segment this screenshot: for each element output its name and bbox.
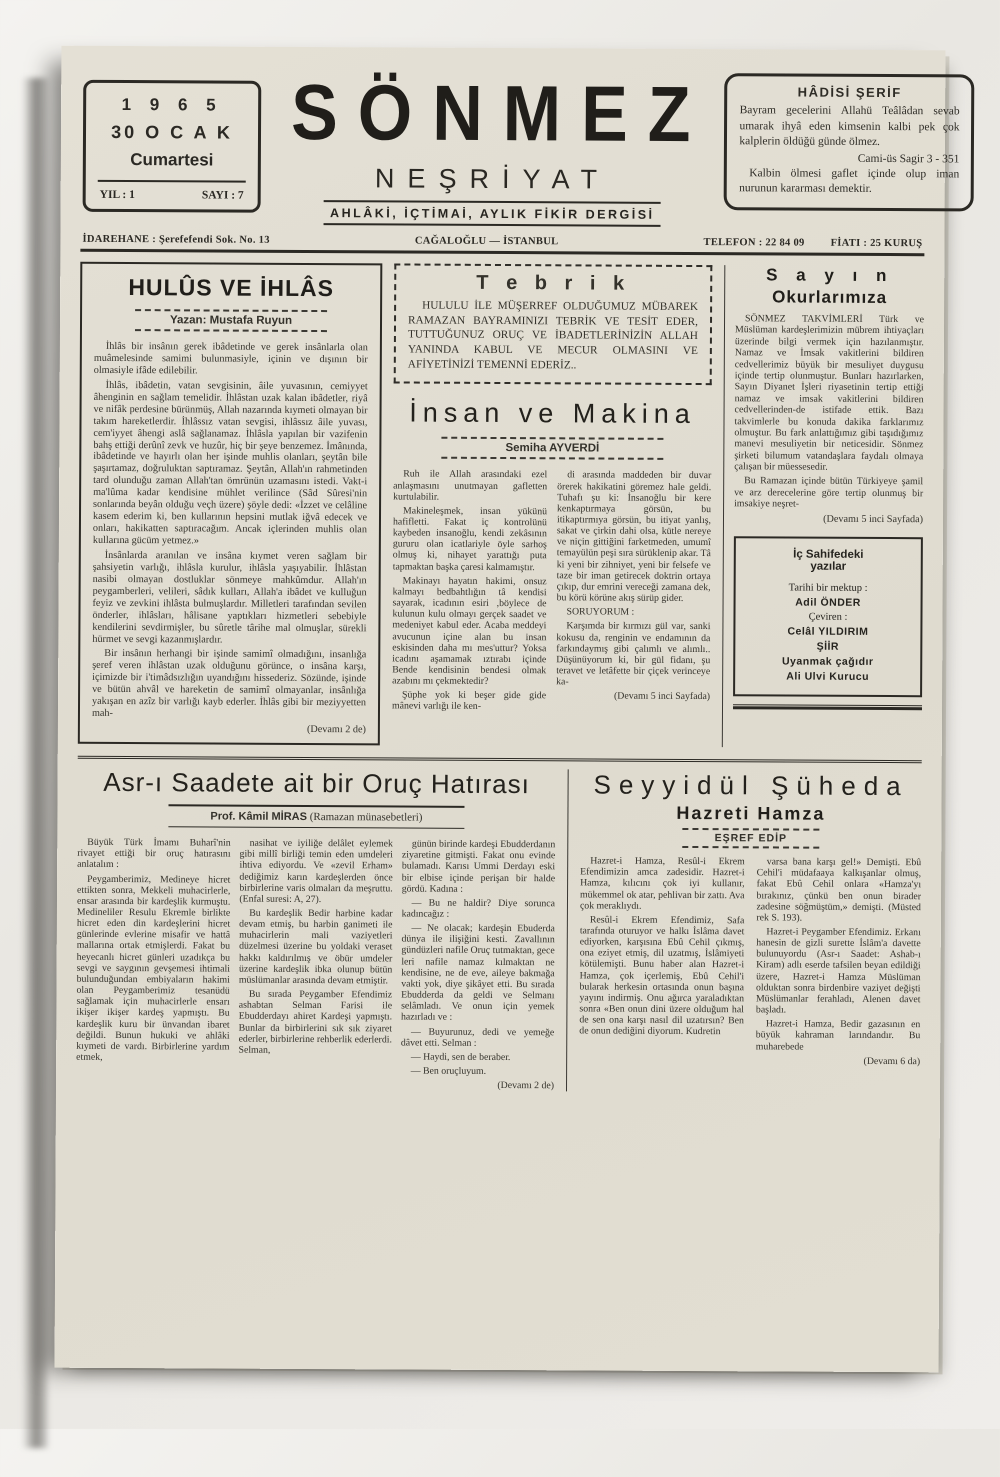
insan-paragraph: Ruh ile Allah arasındaki ezel anlaşmasını unutmayan gafletten kurtulabilir. <box>393 468 548 503</box>
hulus-byline: Yazan: Mustafa Ruyun <box>135 309 327 332</box>
insan-col-1 <box>392 469 547 716</box>
publication-title: SÖNMEZ <box>290 68 711 158</box>
oruc-paragraph: — Haydi, sen de beraber. <box>410 1051 511 1063</box>
newspaper-page <box>55 46 960 1373</box>
insan-paragraph: Şüphe yok ki beşer gide gide mânevi varlığı ile ken- <box>391 689 547 713</box>
issue-number-label: SAYI : 7 <box>201 189 244 202</box>
insan-ve-makina-title: İnsan ve Makina <box>409 397 696 430</box>
hulus-continuation: (Devamı 2 de) <box>307 724 366 736</box>
ic-box-item: Adil ÖNDER <box>795 596 861 609</box>
insan-byline: Semiha AYVERDİ <box>441 437 664 460</box>
ic-box-item: Tarihi bir mektup : <box>788 582 868 594</box>
hadis-body: Bayram gecelerini Allahü Teâlâdan sevab umarak ihyâ eden kimsenin kalbi pek çok kalplerin öldüğü günde ölmez. <box>739 104 960 149</box>
oruc-paragraph: Büyük Türk İmamı Buharî'nin rivayet ettiği bir oruç hatırasını anlatalım : <box>77 836 231 871</box>
ic-sahifedeki-box <box>733 536 923 697</box>
insan-paragraph: Makinayı hayatın hakimi, onsuz kalmayı bedbahtlığın tâ kendisi sayarak, icadının esiri ,böylece de kulunun kulu olmayı gerçek saadet ve medeniyet kabul eder. Acaba meddeyi avucunun içine alan bu insan eskisinden daha mı mes'uttur? Yoksa icadını aşamamak ıztırabı içinde Bende kendisinin bendesi olmak azabını mı çekmektedir? <box>392 575 547 688</box>
sayin-continuation: (Devamı 5 inci Sayfada) <box>823 513 924 525</box>
article-seyyidul-suheda <box>566 769 922 1093</box>
hulus-title: HULÛS VE İHLÂS <box>128 274 335 302</box>
sayin-title <box>735 265 924 308</box>
info-telefon: TELEFON : 22 84 09 <box>703 237 805 249</box>
info-idarehane: İDAREHANE : Şerefefendi Sok. No. 13 <box>82 233 270 246</box>
oruc-col-2 <box>238 838 393 1091</box>
oruc-paragraph: — Buyurunuz, dedi ve yemeğe dâvet etti. Selman : <box>400 1026 555 1049</box>
date-box <box>83 80 262 213</box>
hadis-box <box>724 73 975 211</box>
seyyidul-paragraph: Hazret-i Hamza, Resûl-i Ekrem Efendimizin amca zadesidir. Hazret-i Hamza, kılıcını çok iyi kullanır, mükemmel ok atar, pehlivan bir zattı. Ava çok meraklıydı. <box>579 855 745 912</box>
seyyidul-title: Seyyidül Şüheda <box>593 769 909 802</box>
seyyidul-paragraph: Hazret-i Hamza, Bedir gazasının en büyük kahraman larındandır. Bu muharebede <box>755 1018 921 1053</box>
publication-subtitle: NEŞRİYAT <box>374 163 611 195</box>
oruc-byline <box>168 804 464 829</box>
oruc-columns <box>76 837 555 1092</box>
publication-tagline: AHLÂKİ, İÇTİMAİ, AYLIK FİKİR DERGİSİ <box>324 200 661 227</box>
insan-paragraph: Karşımda bir kırmızı gül var, sanki kokusu da, renginin ve endamının da farkındaymış gibi çalımlı ve alımlı.. Düşünüyorum ki, bir gül fidanı, şu teravet ve letâfette bir çiçek verinceye ka- <box>556 620 711 688</box>
oruc-paragraph: nasihat ve iyiliğe delâlet eylemek gibi millî birliği temin eden umdeleri ihtiva ediyordu. Ve «zevil Erham» dediğimiz karın kardeşlerden önce birbirlerine varis olmaları da meşruttu. (Enfal suresi: A, 27). <box>239 837 393 905</box>
article-hulus-ve-ihlas <box>78 262 383 746</box>
insan-paragraph: Makineleşmek, insan yükünü hafifletti. Fakat iç kontrolünü kaybeden insanoğlu, kendi zekâsının gururu olan icatlariyle öyle sarhoş olmuş ki, nihayet yarattığı puta tapmaktan başka çaresi kalmamıştır. <box>392 505 548 573</box>
hadis-title: HÂDİSİ ŞERİF <box>797 84 902 101</box>
ic-box-item: Çeviren : <box>808 611 848 623</box>
middle-column <box>392 263 713 747</box>
insan-paragraph: SORUYORUM : <box>566 606 635 618</box>
issue-row <box>96 189 248 202</box>
hadis-source: Cami-üs Sagir 3 - 351 <box>857 152 960 165</box>
date-year: 1 9 6 5 <box>121 95 223 115</box>
seyyidul-col-2 <box>756 856 922 1067</box>
seyyidul-continuation: (Devamı 6 da) <box>863 1055 921 1067</box>
hulus-paragraph: İnsânlarda aranılan ve insâna kıymet veren sağlam bir şahsiyetin varlığı, ihlâsla kurulur, ihlâsla yaşıyabilir. İhlâstan nasibi olmayan dostluklar sönmeye mahkûmdur. Allah'ın peygamberleri, velileri, sâdık kulları, Allah'a ibâdet ve kulluğun feyiz ve zevkini ihlâsta bulmuşlardır. Milletleri tarafından sevilen önderler, ihlâsları, hâlisane yaptıkları hizmetleri sebebiyle kendilerini sevdirmişler, bu sûretle târihe mal olmuşlar, sürekli hürmet ve sevgi kazanmışlardır. <box>92 549 367 646</box>
title-block <box>275 68 711 227</box>
masthead <box>81 62 960 232</box>
oruc-paragraph: — Ne olacak; kardeşin Ebuderda dünya ile ilişiğini kesti. Zavallının gündüzleri nafile Oruç tutmaktan, gece leri nafile namaz kılmaktan ne kendisine, ne de eve, aileye bakmağa vakti yok, diye şikâyet etti. Bu sırada Ebudderda da geldi ve Selmanı selâmladı. Ve onun için yemek hazırladı ve : <box>401 922 555 1024</box>
tebrik-box <box>394 263 713 385</box>
article-oruc-hatirasi <box>76 767 556 1092</box>
section-divider-rule <box>78 756 922 763</box>
oruc-title: Asr-ı Saadete ait bir Oruç Hatırası <box>103 766 530 800</box>
issue-year-label: YIL : 1 <box>99 188 135 202</box>
seyyidul-col-1 <box>579 855 745 1066</box>
ic-box-item: Ali Ulvi Kurucu <box>786 670 870 683</box>
hulus-paragraph: Bir insânın herhangi bir işinde samimî olmadığını, insanlığa şeref veren ihlâstan uzak olduğunu görünce, o insâna karşı, içimizde bir i'timâdsızlığın uyandığını hissederiz. Sözünde, işinde ve bütün ahvâl ve hareketin de samimî olmayanlar, insânlığa yakışan en azîz bir varlığı kayb ederler. İhlâs gibi bir meziyyetten mah- <box>91 648 367 720</box>
seyyidul-byline: EŞREF EDİP <box>683 828 819 849</box>
hulus-paragraph: İhlâs, ibâdetin, vatan sevgisinin, âile yuvasının, cemiyyet âhenginin en sağlam temelidir. İhlâstan uzak kalan ibâdetler, riyâ ve nifâk perdesine bürünmüş, Allah nazarında kıymeti olmayan bir takım hareketlerdir. İhlâssız vatan sevgisi, ihlâssız âile yuvası, cem'iyyet âhengi aslâ sağlanamaz. İhlâsla yapılan bir vazifenin bahş ettiği derûnî zevk ve huzûr, hiç bir şeye benzemez. İmânında, ibâdetinde ve hayırlı olan her işinde muhlis olanları, şeytân bile şaşırtamaz, doğruluktan saptıramaz. Şeytân, Allah'ın rahmetinden tard olunduğu zaman Allah'tan ömrünün uzamasını istedi. Vakt-i ma'lûma kadar kendisine mühlet verilince (Sâd Sûresi'nin sonlarında beyân olduğu veçh üzere) şöyle dedi: «İzzet ve celâline kasem ederim ki, ben kullarının hepsini mutlak iğvâ edecek ve onları, hakikatten saptıracağım. Ancak içlerinden muhlis olan kullarına gücüm yetmez.» <box>92 379 368 547</box>
hadis-note: Kalbin ölmesi gaflet içinde olup iman nurunun kararması demektir. <box>739 166 960 196</box>
oruc-paragraph: — Ben oruçluyum. <box>410 1065 487 1077</box>
sayin-title-line2: Okurlarımıza <box>772 287 888 308</box>
hulus-paragraph: İhlâs bir insânın gerek ibâdetinde ve gerek insânlarla olan muâmelesinde samimi bulunmasiyle, içinin ve dışının bir olmasiyle ifâde edilebilir. <box>93 340 368 377</box>
insan-col-2 <box>556 470 711 717</box>
oruc-paragraph: Bu kardeşlik Bedir harbine kadar devam etmiş, bu harbin ganimeti ile muhacirlerin mali vaziyetleri düzelmesi üzerine bu yoldaki veraset hakkı kaldırılmış ve öbür umdeler üzerine kardeşlik ibka olunup bütün müslümanlar arasında devam etmiştir. <box>238 907 393 987</box>
ic-box-title-line2: yazılar <box>810 560 847 573</box>
oruc-paragraph: günün birinde kardeşi Ebudderdanın ziyaretine gitmişti. Fakat onu evinde bulamadı. Karısı Ummi Derdayı eski bir elbise içinde perişan bir halde gördü. Kadına : <box>401 838 556 895</box>
date-day: 30 O C A K <box>111 121 233 143</box>
oruc-continuation: (Devamı 2 de) <box>497 1080 555 1092</box>
date-box-divider <box>98 180 246 183</box>
oruc-paragraph: Bu sırada Peygamber Efendimiz ashabtan Selman Farisi ile Ebudderdayı ahiret Kardeşi yapmıştı. Bunlar da birbirlerini sık sık ziyaret ederler, birbirlerine rehberlik ederlerdi. Selman, <box>238 988 393 1056</box>
oruc-paragraph: Peygamberimiz, Medineye hicret ettikten sonra, Mekkeli muhacirlerle, ensar arasında bir kardeşlik kurmuştu. Medineliler Resulu Ekremle birlikte hicret eden din kardeşlerini hicret günlerinde evlerine misafir ve hattâ mallarına ortak etmişlerdi. Fakat bu heyecanlı hicret günleri uzadıkça bu sevgi ve saygının gevşemesi ihtimali bulunduğundan embiyaların hakimi olan Peygamberimiz tesanüdü sağlamak için muhacirlerle ensarı ikişer ikişer kardeş yapmıştı. Bu kardeşlik kuru bir ünvandan ibaret değildi. Bunun hukuki ve ahlâki kıymeti de vardı. Birbirlerine yardım etmek, <box>76 873 231 1063</box>
insan-continuation: (Devamı 5 inci Sayfada) <box>614 690 711 703</box>
seyyidul-paragraph: Resûl-i Ekrem Efendimiz, Safa tarafında oturuyor ve halkı İslâma davet ediyorken, karşısına Ebû Cehil çıkmış, ona eziyet etmiş, dil uzatmış, İslâmiyeti kötülemişti. Bunu haber alan Hazret-i Hamza, çok içerlemiş, Ebû Cehil'i bularak herkesin ortasında onun başına yayını indirmiş. Onu ağırca yaraladıktan sonra «Ben onun dini üzere olduğum hal de sen ona karşı nasıl dil uzatırsın? Ben de onun dediğini diyorum. Kudretin <box>579 914 745 1038</box>
info-fiat: FİATI : 25 KURUŞ <box>830 237 923 250</box>
seyyidul-paragraph: Hazret-i Peygamber Efendimiz. Erkanı hanesin de gizli surette İslâm'a davette bulunuyordu (Asr-ı Saadet: Ashab-ı Kiram) adlı eserde tafsilen beyan edildiği üzere, Hazret-i Hamza Müslüman olduktan sonra birdenbire vaziyet değişti Müslümanlar ferahladı, Alenen davet başladı. <box>755 926 921 1016</box>
sayin-title-line1: S a y ı n <box>766 265 894 286</box>
seyyidul-columns <box>579 855 921 1066</box>
info-right-group <box>703 237 922 249</box>
oruc-paragraph: — Bu ne haldir? Diye sorunca kadıncağız : <box>401 897 555 920</box>
top-section <box>78 262 925 748</box>
oruc-byline-author: Prof. Kâmil MİRAS <box>210 810 308 824</box>
ic-box-item: Uyanmak çağıdır <box>781 655 874 668</box>
right-column-bottom-rule <box>733 704 922 710</box>
insan-columns <box>392 469 711 717</box>
sayin-paragraph: SÖNMEZ TAKVİMLERİ Türk ve Müslüman kardeşlerimizin mübrem ihtiyaçları üzerinde bilgi vermek için hazılanmıştır. Namaz ve İmsak vakitlerini bildiren cedvellerimiz büyük bir mesuliyet duygusu içinde tertip olunmuştur. Bunları hazırlarken, Sayın Diyanet İşleri riyasetinin tertip ettiği namaz ve imsak vakitlerini bildiren cedvellerinden-de istifade ettik. Bazı takvimlerle bu konuda dakika farklarımız olmuştur. Bu fark anlattığımız gibi taşıdığımız manevi mesuliyetin bir neticesidir. Sönmez şirketi bilumum vatandaşlara faydalı olmaya çalışan bir müessesedir. <box>734 313 925 473</box>
sayin-paragraph: Bu Ramazan içinde bütün Türkiyeye şamil ve arz derecelerine göre tertip olunmuş bir imsakiye neşret- <box>734 475 924 510</box>
bottom-section <box>76 767 922 1094</box>
ic-box-item: Celâl YILDIRIM <box>787 625 869 638</box>
tebrik-body: HULULU İLE MÜŞERREF OLDUĞUMUZ MÜBAREK RAMAZAN BAYRAMINIZI TEBRİK VE TESİT EDER, TUTTUĞUNUZ ORUÇ VE İBADETLERİNİZİN ALLAH YANINDA KABUL VE MECUR OLMASINI VE AFİYETİNİZİ TEMENNİ EDERİZ.. <box>407 299 699 372</box>
seyyidul-paragraph: varsa bana karşı gel!» Demişti. Ebû Cehil'i müdafaaya kalkışanlar olmuş, fakat Ebû Cehil onlara «Hamza'yı bırakınız, çünkü ben onun birader zadesine söğmüştüm,» demişti. (Müsted rek S. 193). <box>756 856 922 924</box>
seyyidul-subtitle: Hazreti Hamza <box>676 802 826 824</box>
tebrik-title: T e b r i k <box>476 271 631 295</box>
right-column <box>722 265 925 748</box>
oruc-col-3 <box>401 839 556 1092</box>
insan-paragraph: di arasında maddeden bir duvar örerek hakikatini göremez hale geldi. Tuhafı şu ki: İnsanoğlu bir kere kenkaptırmaya görsün, bu itikaptırmıya görsün, bu itiyat yanlış, sakat ve çirkin dahi olsa, kütle nereye ve niçin gittiğini farketmeden, umumî temayülün peşi sıra sürüklenip akar. Tâ ki yeni bir zihniyet, yeni bir felsefe ve taze bir iman getirecek doktrin ortaya çıkıp, dur emrini vereceği zamana dek, bu körü körüne akış sürüp gider. <box>556 469 712 605</box>
date-weekday: Cumartesi <box>130 150 214 170</box>
oruc-byline-note: (Ramazan münasebetleri) <box>306 811 423 824</box>
ic-box-item: ŞİİR <box>816 640 840 653</box>
oruc-col-1 <box>76 837 231 1090</box>
ic-box-title-line1: İç Sahifedeki <box>793 548 864 561</box>
info-city: CAĞALOĞLU — İSTANBUL <box>414 235 559 248</box>
